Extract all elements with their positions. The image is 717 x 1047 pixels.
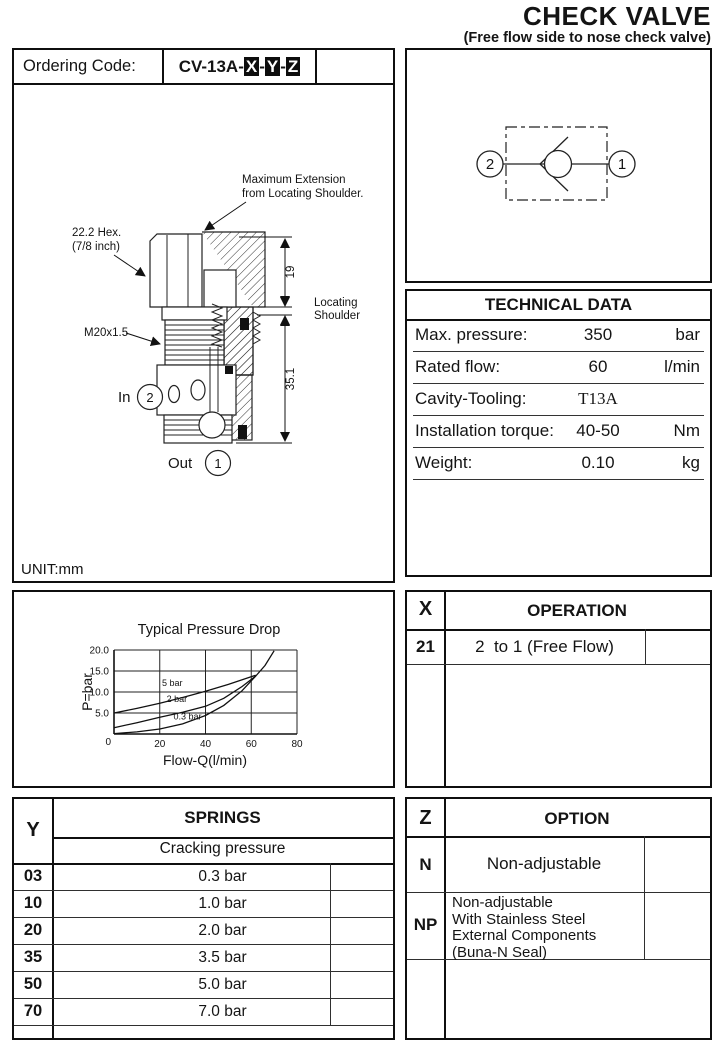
pressure-drop-chart (14, 592, 393, 786)
tech-label: Weight: (415, 453, 473, 472)
ordering-x: X (245, 57, 258, 76)
spring-code: 50 (23, 975, 43, 993)
cross-hole-right (191, 380, 205, 400)
hex-head (150, 234, 202, 307)
seal-lower (238, 425, 247, 439)
spring-value: 0.3 bar (198, 868, 247, 885)
table-row (413, 415, 704, 448)
springs-panel (12, 797, 395, 1040)
table-row (413, 447, 704, 480)
springs-title: SPRINGS (184, 808, 261, 827)
tech-unit: l/min (664, 357, 700, 376)
spring-value: 1.0 bar (198, 895, 247, 912)
table-row (413, 351, 704, 384)
spring-value: 5.0 bar (198, 976, 247, 993)
page-title: CHECK VALVE (523, 1, 711, 31)
technical-data-panel (405, 289, 712, 577)
svg-text:20.0: 20.0 (89, 645, 109, 657)
seal-mid (225, 366, 233, 374)
out-port-number: 1 (214, 456, 222, 471)
locating-shoulder-label-line2: Shoulder (314, 310, 361, 322)
svg-text:80: 80 (291, 739, 303, 750)
spring-code: 70 (23, 1002, 43, 1020)
symbol-panel (405, 48, 712, 283)
hex-label-line2: (7/8 inch) (72, 241, 120, 253)
svg-text:10.0: 10.0 (89, 687, 109, 699)
tech-unit: Nm (673, 421, 700, 440)
tech-label: Rated flow: (415, 357, 501, 376)
locating-shoulder-label-line1: Locating (314, 297, 358, 309)
option-desc: Non-adjustable (486, 854, 602, 873)
tech-value: 0.10 (581, 453, 615, 472)
chart-ylabel: P=bar (79, 673, 95, 711)
tech-value: 40-50 (576, 421, 620, 440)
chart-title: Typical Pressure Drop (137, 622, 281, 638)
tech-label: Installation torque: (415, 421, 554, 440)
check-valve-symbol (407, 50, 710, 281)
svg-text:2 bar: 2 bar (166, 694, 188, 705)
spring-code: 03 (23, 867, 43, 885)
symbol-port-2: 2 (485, 156, 495, 173)
technical-data-title: TECHNICAL DATA (484, 295, 633, 314)
symbol-ball (545, 151, 572, 178)
tech-value: 350 (583, 325, 613, 344)
spring-code: 20 (23, 921, 43, 939)
operation-panel (405, 590, 712, 788)
tech-value: 60 (588, 357, 608, 376)
valve-cross-section-drawing (14, 84, 393, 580)
tech-unit: kg (682, 453, 700, 472)
ordering-z: Z (287, 57, 299, 76)
svg-text:20: 20 (154, 739, 166, 750)
table-row (413, 319, 704, 352)
tech-label: Cavity-Tooling: (415, 389, 527, 408)
ordering-code-value: CV-13A- X - Y - Z (178, 57, 299, 76)
operation-code: 21 (416, 637, 435, 656)
chart-xlabel: Flow-Q(l/min) (163, 752, 247, 768)
option-col-letter: Z (419, 807, 432, 829)
option-code: N (419, 855, 432, 874)
max-extension-label-line1: Maximum Extension (242, 174, 346, 186)
spring-value: 3.5 bar (198, 949, 247, 966)
hex-label-line1: 22.2 Hex. (72, 227, 122, 239)
ordering-y: Y (266, 57, 279, 76)
thread-size-label: M20x1.5 (84, 327, 129, 339)
ordering-code-label: Ordering Code: (23, 57, 136, 75)
in-label: In (118, 389, 131, 406)
operation-col-letter: X (418, 598, 433, 620)
out-label: Out (168, 455, 193, 472)
cross-hole-left (169, 386, 180, 403)
operation-title: OPERATION (527, 601, 627, 620)
in-port-number: 2 (146, 390, 154, 405)
svg-text:15.0: 15.0 (89, 666, 109, 678)
dim-19: 19 (285, 265, 297, 279)
seal-upper (240, 318, 249, 330)
unit-note: UNIT:mm (21, 561, 84, 578)
symbol-port-1: 1 (617, 156, 627, 173)
spring-value: 7.0 bar (198, 1003, 247, 1020)
tech-label: Max. pressure: (415, 325, 528, 344)
option-desc-multiline: Non-adjustable With Stainless Steel External Components (Buna-N Seal) (452, 894, 597, 961)
max-extension-label-line2: from Locating Shoulder. (242, 188, 364, 200)
chart-plot-area (90, 646, 303, 751)
springs-col-letter: Y (26, 819, 40, 841)
svg-text:5 bar: 5 bar (162, 678, 183, 689)
option-code: NP (413, 915, 438, 934)
spring-value: 2.0 bar (198, 922, 247, 939)
springs-subtitle: Cracking pressure (159, 840, 286, 857)
svg-text:60: 60 (245, 739, 257, 750)
dim-35-1: 35.1 (285, 367, 297, 391)
table-row (413, 383, 704, 416)
svg-text:0.3 bar: 0.3 bar (173, 711, 202, 722)
drawing-panel (12, 48, 395, 583)
operation-desc: 2 to 1 (Free Flow) (475, 637, 614, 656)
pressure-drop-panel (12, 590, 395, 788)
option-title: OPTION (544, 809, 610, 828)
option-panel (405, 797, 712, 1040)
tech-value: T13A (578, 389, 618, 408)
svg-text:40: 40 (199, 739, 212, 750)
svg-text:0: 0 (105, 737, 111, 748)
page-subtitle: (Free flow side to nose check valve) (463, 30, 711, 46)
svg-text:5.0: 5.0 (95, 708, 109, 720)
tech-unit: bar (675, 325, 700, 344)
spring-code: 10 (23, 894, 43, 912)
external-thread-profile (253, 312, 260, 344)
spring-cavity (204, 270, 236, 307)
poppet (199, 412, 225, 438)
spring-code: 35 (23, 948, 43, 966)
